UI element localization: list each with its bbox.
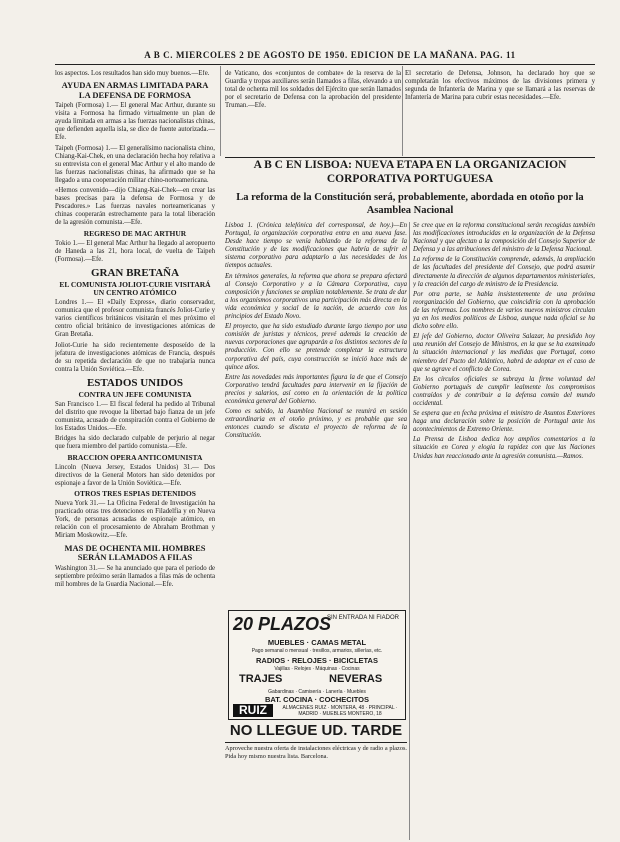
article-text: El proyecto, que ha sido estudiado durante largo tiempo por una comisión de juristas y técnicos, prevé además la creación de nuevas corporaciones que agruparán a los distintos sectores de la producción. Con ello se pretende completar la estructura corporativa del país, cuya construcción se inició hace más de quince años. bbox=[225, 323, 407, 371]
article-text: «Hemos convenido—dijo Chiang-Kai-Chek—en crear las bases precisas para la defensa de Formosa y de Pescadores.» Las fuerzas navales norteamericanas y chinas cooperarán estrechamente para la total liberación de la agresión comunista.—Efe. bbox=[55, 187, 215, 227]
ad-line: Vajillas · Relojes · Máquinas · Cocinas bbox=[274, 666, 360, 672]
column-divider bbox=[402, 66, 403, 156]
column-divider bbox=[220, 66, 221, 156]
article-text: El jefe del Gobierno, doctor Oliveira Salazar, ha presidido hoy una reunión del Consejo de Ministros, en la que se ha examinado la situación internacional y las medidas que Portugal, como miembro del Pacto del Atlántico, habrá de adoptar en el caso de que se agrave el conflicto de Corea. bbox=[413, 333, 595, 373]
ad-line: BAT. COCINA · COCHECITOS bbox=[264, 695, 370, 704]
column-left bbox=[55, 70, 215, 840]
article-text: Se cree que en la reforma constitucional serán recogidas también las modificaciones introducidas en la organización de la Defensa Nacional y que afectan a la composición del Consejo Superior de Defensa y a las atribuciones del ministro de la Defensa Nacional. bbox=[413, 222, 595, 254]
article-text: Se espera que en fecha próxima el ministro de Asuntos Exteriores haga una declaración sobre la posición de Portugal ante los acontecimientos de Extremo Oriente. bbox=[413, 410, 595, 434]
article-text: de Vaticano, dos «conjuntos de combate» de la reserva de la Guardia y tropas auxiliares serán llamados a filas, elevando a un total de ochenta mil los soldados del Ejército que serán llamados por el secretario de Defensa con la aprobación del presidente Truman.—Efe. bbox=[225, 70, 401, 110]
article-text: La reforma de la Constitución comprende, además, la ampliación de las facultades del presidente del Consejo, que podrá asumir directamente la dirección de algunos departamentos ministeriales, y la creación del cargo de ministro de la Presidencia. bbox=[413, 256, 595, 288]
subhead-jefe-comunista: CONTRA UN JEFE COMUNISTA bbox=[78, 389, 192, 399]
ad-line: Pago semanal o mensual · tresillos, armarios, sillerías, etc. bbox=[251, 648, 383, 654]
ad-line: Gabardinas · Camisería · Lanería · Muebles bbox=[268, 689, 366, 695]
ad-neveras: NEVERAS bbox=[329, 673, 383, 685]
ad-tagline: SIN ENTRADA NI FIADOR bbox=[326, 615, 399, 621]
article-text: El secretario de Defensa, Johnson, ha declarado hoy que se completarán los efectivos máximos de las divisiones primera y segunda de Infantería de Marina y que se llamará a las reservas de Infantería de Marina para cubrir estas necesidades.—Efe. bbox=[405, 70, 595, 102]
headline-mac-arthur: REGRESO DE MAC ARTHUR bbox=[83, 228, 187, 238]
ad-trajes: TRAJES bbox=[239, 673, 283, 685]
article-text: La Prensa de Lisboa dedica hoy amplios comentarios a la situación en Corea y elogia la rapidez con que las Naciones Unidas han reaccionado ante la agresión comunista.—Ramos. bbox=[413, 436, 595, 460]
header-rule bbox=[55, 64, 595, 65]
ad-line: RADIOS · RELOJES · BICICLETAS bbox=[256, 656, 378, 665]
article-text: Lisboa 1. (Crónica telefónica del corresponsal, de hoy.)—En Portugal, la organización corporativa entra en una nueva fase. Desde hace tiempo se venía hablando de la reforma de la Constitución y de las modificaciones que habría de sufrir el sistema corporativo para adaptarlo a las necesidades de los tiempos actuales. bbox=[225, 222, 407, 270]
headline-formosa: AYUDA EN ARMAS LIMITADA PARA LA DEFENSA DE FORMOSA bbox=[61, 80, 209, 100]
ad-line: MUEBLES · CAMAS METAL bbox=[267, 638, 367, 647]
ad-title: 20 PLAZOS bbox=[233, 614, 332, 634]
article-text: Tokio 1.— El general Mac Arthur ha llegado al aeropuerto de Haneda a las 21, hora local, de vuelta de Taipeh (Formosa).—Efe. bbox=[55, 239, 215, 263]
article-text: Joliot-Curie ha sido recientemente desposeído de la jefatura de investigaciones atómicas de Francia, después de su repetida declaración de que no trabajaría nunca contra la Unión Soviética.—Efe. bbox=[55, 341, 215, 373]
ad-no-llegue-tarde: NO LLEGUE UD. TARDE bbox=[229, 722, 403, 739]
column-right-top bbox=[405, 70, 595, 158]
main-headline: A B C EN LISBOA: NUEVA ETAPA EN LA ORGANIZACION CORPORATIVA PORTUGUESA bbox=[253, 159, 567, 185]
article-text: En términos generales, la reforma que ahora se prepara afectará al Consejo Corporativo y a la Cámara Corporativa, cuya composición y funciones se amplían notablemente. Se trata de dar a los organismos corporativos una participación más directa en la vida económica y social de la nación, de acuerdo con los principios del Estado Novo. bbox=[225, 272, 407, 321]
column-middle bbox=[225, 222, 407, 607]
ad-rule bbox=[225, 742, 407, 743]
article-text: Nueva York 31.— La Oficina Federal de Investigación ha practicado otras tres detenciones en Filadelfia y en Nueva York, de personas acusadas de espionaje atómico, en relación con el procesamiento de Abraham Brothman y Miriam Moskowitz.—Efe. bbox=[55, 500, 215, 540]
article-text: los aspectos. Los resultados han sido muy buenos.—Efe. bbox=[55, 70, 210, 77]
subhead-operacion: BRACCION OPERA ANTICOMUNISTA bbox=[67, 452, 203, 462]
article-text: Lincoln (Nueva Jersey, Estados Unidos) 31.— Dos directivos de la General Motors han sido detenidos por espionaje a favor de la Unión Soviética.—Efe. bbox=[55, 463, 215, 487]
headline-ochenta-mil: MAS DE OCHENTA MIL HOMBRES SERÁN LLAMADOS A FILAS bbox=[64, 542, 206, 562]
article-text: En los círculos oficiales se subraya la firme voluntad del Gobierno portugués de cumplir lealmente los compromisos contraídos y de contribuir a la defensa común del mundo occidental. bbox=[413, 375, 595, 407]
article-text: Entre las novedades más importantes figura la de que el Consejo Corporativo tendrá facultades para intervenir en la fijación de precios y salarios, así como en la orientación de la política económica general del Gobierno. bbox=[225, 373, 407, 405]
headline-gran-bretana: GRAN BRETAÑA bbox=[90, 266, 180, 279]
column-middle-top bbox=[225, 70, 401, 158]
ad-text: Aproveche nuestra oferta de instalaciones eléctricas y de radio a plazos. Pida hoy mismo nuestra lista. Barcelona. bbox=[225, 745, 407, 760]
column-divider bbox=[409, 222, 410, 840]
ad-address: ALMACENES RUIZ · MONTERA, 48 · PRINCIPAL · MADRID · MUEBLES MONTERO, 18 bbox=[282, 705, 398, 717]
main-subheadline: La reforma de la Constitución será, probablemente, abordada en otoño por la Asamblea Nacional bbox=[236, 192, 584, 216]
article-text: Londres 1.— El «Daily Express», diario conservador, comunica que el profesor comunista francés Joliot-Curie y varios científicos británicos visitarán el mes próximo el centro oficial británico de investigaciones atómicas de Gran Bretaña. bbox=[55, 299, 215, 339]
article-text: Por otra parte, se habla insistentemente de una próxima reorganización del Gobierno, que coincidiría con la aprobación de las reformas. Los nombres de varios nuevos ministros circulan ya en los medios políticos de Lisboa, aunque nada oficial se ha dicho sobre ello. bbox=[413, 290, 595, 331]
advertisement-20-plazos bbox=[228, 610, 406, 720]
page-header: A B C. MIERCOLES 2 DE AGOSTO DE 1950. EDICION DE LA MAÑANA. PAG. 11 bbox=[144, 50, 516, 60]
article-text: Taipeh (Formosa) 1.— El general Mac Arthur, durante su visita a Formosa ha firmado virtualmente un plan de ayuda limitada en armas a las fuerzas nacionalistas chinas, que defienden aquella isla, se dice de fuente autorizada.—Efe. bbox=[55, 102, 215, 142]
column-right bbox=[413, 222, 595, 840]
subhead-espias: OTROS TRES ESPIAS DETENIDOS bbox=[74, 488, 196, 498]
article-text: Washington 31.— Se ha anunciado que para el período de septiembre próximo serán llamados a filas más de ochenta mil hombres de la Guardia Nacional.—Efe. bbox=[55, 564, 215, 588]
subhead-joliot-curie: EL COMUNISTA JOLIOT-CURIE VISITARÁ UN CENTRO ATÓMICO bbox=[59, 279, 211, 297]
article-text: San Francisco 1.— El fiscal federal ha pedido al Tribunal del distrito que revoque la libertad bajo fianza de un jefe comunista, acusado de conspiración contra el Gobierno de los Estados Unidos.—Efe. bbox=[55, 401, 215, 433]
article-text: Taipeh (Formosa) 1.— El generalísimo nacionalista chino, Chiang-Kai-Chek, en una declaración hecha hoy relativa a su entrevista con el general Mac Arthur y el alto mando de las fuerzas nacionalistas chinas, ha afirmado que se ha llegado a una cooperación militar chino-norteamericana. bbox=[55, 144, 215, 184]
article-text: Bridges ha sido declarado culpable de perjurio al negar que fuera miembro del partido comunista.—Efe. bbox=[55, 435, 215, 451]
headline-estados-unidos: ESTADOS UNIDOS bbox=[86, 376, 184, 389]
article-text: Como es sabido, la Asamblea Nacional se reunirá en sesión extraordinaria en el otoño próximo, y es probable que sea entonces cuando se discuta el proyecto de reforma de la Constitución. bbox=[225, 408, 407, 440]
ad-ruiz-logo: RUIZ bbox=[233, 704, 273, 717]
